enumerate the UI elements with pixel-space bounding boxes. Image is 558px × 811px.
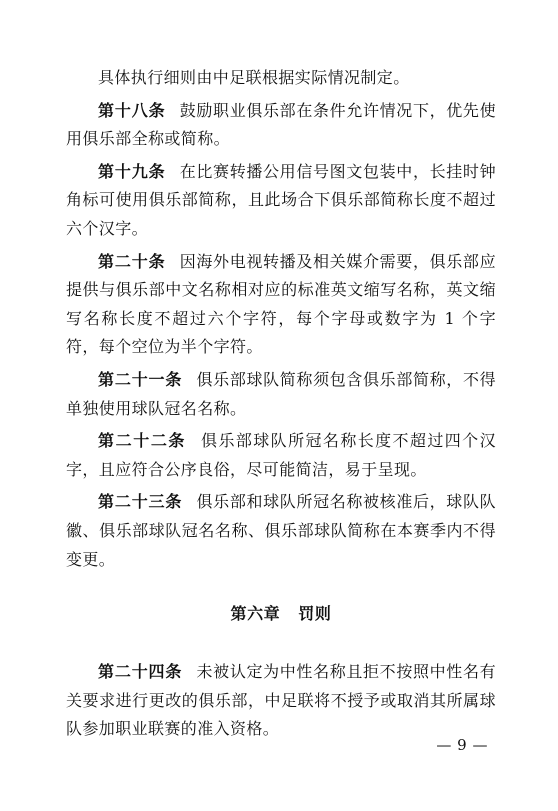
article-number: 第二十一条	[98, 369, 183, 389]
article-text: 在比赛转播公用信号图文包装中，长挂时钟角标可使用俱乐部简称，且此场合下俱乐部简称长度不超过六个汉字。	[66, 161, 496, 238]
article-18	[66, 97, 496, 154]
article-text: 俱乐部球队简称须包含俱乐部简称，不得单独使用球队冠名名称。	[66, 369, 496, 418]
article-text: 未被认定为中性名称且拒不按照中性名有关要求进行更改的俱乐部，中足联将不授予或取消其所属球队参加职业联赛的准入资格。	[66, 662, 496, 739]
article-text: 鼓励职业俱乐部在条件允许情况下，优先使用俱乐部全称或简称。	[66, 100, 496, 149]
document-body	[66, 64, 496, 748]
article-number: 第二十四条	[98, 662, 183, 682]
article-24	[66, 658, 496, 744]
chapter-heading	[66, 600, 496, 628]
article-number: 第二十二条	[98, 431, 187, 451]
article-text: 俱乐部球队所冠名称长度不超过四个汉字，且应符合公序良俗，尽可能简洁，易于呈现。	[66, 431, 496, 479]
article-19	[66, 158, 496, 244]
page-number: — 9 —	[436, 736, 488, 754]
article-text: 俱乐部和球队所冠名称被核准后，球队队徽、俱乐部球队冠名名称、俱乐部球队简称在本赛季内不得变更。	[66, 492, 496, 569]
article-22	[66, 427, 496, 484]
paragraph-text: 具体执行细则由中足联根据实际情况制定。	[98, 68, 410, 87]
chapter-number: 第六章	[230, 604, 281, 624]
chapter-title: 罚则	[298, 604, 332, 624]
article-21	[66, 366, 496, 423]
article-23	[66, 488, 496, 574]
article-number: 第二十三条	[98, 492, 183, 512]
article-number: 第二十条	[98, 251, 166, 271]
article-text: 因海外电视转播及相关媒介需要，俱乐部应提供与俱乐部中文名称相对应的标准英文缩写名称，英文缩写名称长度不超过六个字符，每个字母或数字为 1 个字符，每个空位为半个字符。	[66, 251, 496, 357]
article-number: 第十九条	[98, 161, 166, 181]
article-20	[66, 248, 496, 362]
article-number: 第十八条	[98, 100, 166, 120]
paragraph-continuation	[66, 64, 496, 93]
